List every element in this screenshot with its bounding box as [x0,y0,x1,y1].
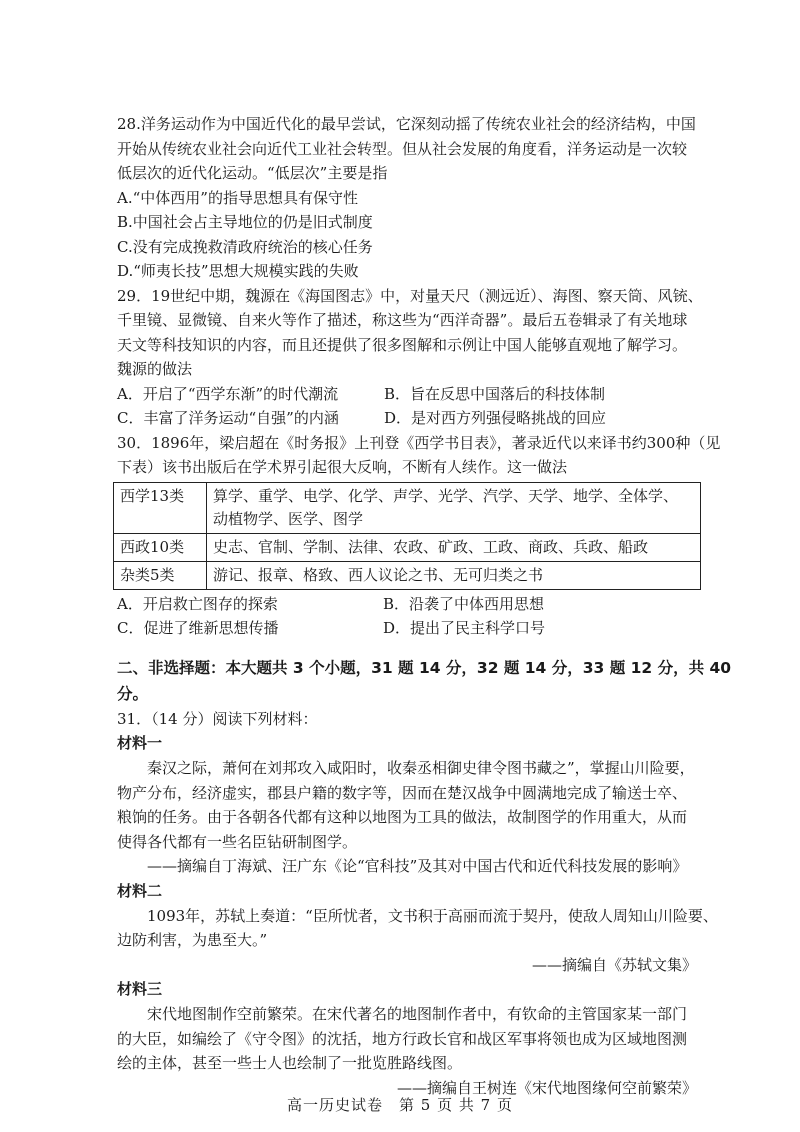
question-30-options-row-1 [117,592,697,617]
material-2-title: 材料二 [117,881,163,900]
material-1-line-1: 秦汉之际，萧何在刘邦攻入咸阳时，收秦丞相御史律令图书藏之”，掌握山川险要， [147,759,695,777]
section-gap [117,641,697,655]
material-1-title: 材料一 [117,734,163,752]
material-1-line-2: 物产分布，经济虚实，郡县户籍的数字等，因而在楚汉战争中圆满地完成了输送士卒、 [117,783,688,802]
material-3-line-3: 绘的主体，甚至一些士人也绘制了一批览胜路线图。 [117,1054,463,1072]
table-category-cell: 西政10类 [114,533,207,561]
section-2-heading-line-1: 二、非选择题：本大题共 3 个小题，31 题 14 分，32 题 14 分，33 题 12 分，共 40 [117,658,732,677]
question-28-option-a: A.“中体西用”的指导思想具有保守性 [117,188,358,207]
question-28-option-b: B.中国社会占主导地位的仍是旧式制度 [117,213,373,231]
question-29-line-1: 29．19世纪中期，魏源在《海国图志》中，对量天尺（测远近）、海图、察天筒、风铳、 [117,286,703,305]
table-category-cell: 杂类5类 [114,561,207,589]
page-content [117,112,732,1100]
question-29-option-b: B．旨在反思中国落后的科技体制 [384,384,606,403]
material-2-line-2: 边防利害，为患至大。” [117,931,268,949]
table-items-cell: 史志、官制、学制、法律、农政、矿政、工政、商政、兵政、船政 [207,533,701,561]
table-row [114,482,701,533]
question-28-line-3: 低层次的近代化运动。“低层次”主要是指 [117,164,388,182]
question-29-line-2: 千里镜、显微镜、自来火等作了描述，称这些为“西洋奇器”。最后五卷辑录了有关地球 [117,311,688,329]
section-2-heading [117,655,732,707]
question-28-line-2: 开始从传统农业社会向近代工业社会转型。但从社会发展的角度看，洋务运动是一次较 [117,139,688,158]
question-31-intro: 31．（14 分）阅读下列材料： [117,709,318,728]
material-2-source: ——摘编自《苏轼文集》 [531,955,697,974]
table-row [114,533,701,561]
question-29-options-row-2 [117,406,697,431]
material-3-title: 材料三 [117,980,163,998]
material-1-line-3: 粮饷的任务。由于各朝各代都有这种以地图为工具的做法，故制图学的作用重大，从而 [117,808,688,826]
table-items-line: 算学、重学、电学、化学、声学、光学、汽学、天学、地学、全体学、 [213,486,679,505]
section-2-heading-line-2: 分。 [117,684,149,703]
question-28-option-c: C.没有完成挽救清政府统治的核心任务 [117,237,373,256]
material-3-source: ——摘编自王树连《宋代地图缘何空前繁荣》 [396,1078,697,1097]
question-28-line-1: 28.洋务运动作为中国近代化的最早尝试，它深刻动摇了传统农业社会的经济结构，中国 [117,115,696,133]
question-30-line-2: 下表）该书出版后在学术界引起很大反响，不断有人续作。这一做法 [117,458,568,476]
material-3-line-1: 宋代地图制作空前繁荣。在宋代著名的地图制作者中，有钦命的主管国家某一部门 [147,1005,688,1023]
question-30-option-a: A．开启救亡图存的探索 [117,594,278,613]
page-footer: 高一历史试卷 第 5 页 共 7 页 [287,1096,513,1114]
question-29-option-c: C．丰富了洋务运动“自强”的内涵 [117,409,339,427]
material-3-line-2: 的大臣，如编绘了《守令图》的沈括，地方行政长官和战区军事将领也成为区域地图测 [117,1029,688,1048]
question-29-line-4: 魏源的做法 [117,360,193,378]
table-items-cell [207,482,701,533]
question-29 [117,284,703,431]
question-30-option-d: D．提出了民主科学口号 [383,619,546,637]
material-1-source: ——摘编自丁海斌、汪广东《论“官科技”及其对中国古代和近代科技发展的影响》 [147,857,688,875]
question-29-options-row-1 [117,382,697,407]
material-1-line-4: 使得各代都有一些名臣钻研制图学。 [117,832,358,851]
question-29-option-d: D．是对西方列强侵略挑战的回应 [384,409,607,427]
material-2-line-1: 1093年，苏轼上奏道：“臣所忧者，文书积于高丽而流于契丹，使敌人周知山川险要、 [147,906,718,925]
question-28-option-d: D.“师夷长技”思想大规模实践的失败 [117,262,359,280]
table-items-cell: 游记、报章、格致、西人议论之书、无可归类之书 [207,561,701,589]
question-30-options-row-2 [117,616,697,641]
question-29-line-3: 天文等科技知识的内容，而且还提供了很多图解和示例让中国人能够直观地了解学习。 [117,335,688,354]
question-30-option-c: C．促进了维新思想传播 [117,619,279,637]
question-30-option-b: B．沿袭了中体西用思想 [383,594,545,613]
question-31 [117,707,718,1101]
question-29-option-a: A．开启了“西学东渐”的时代潮流 [117,384,339,403]
table-category-cell: 西学13类 [114,482,207,533]
question-30-line-1: 30．1896年，梁启超在《时务报》上刊登《西学书目表》，著录近代以来译书约300种（见 [117,433,721,452]
question-30 [117,431,721,641]
table-row [114,561,701,589]
table-items-line: 动植物学、医学、图学 [213,509,364,528]
question-28 [117,112,697,284]
western-books-table [113,482,701,590]
